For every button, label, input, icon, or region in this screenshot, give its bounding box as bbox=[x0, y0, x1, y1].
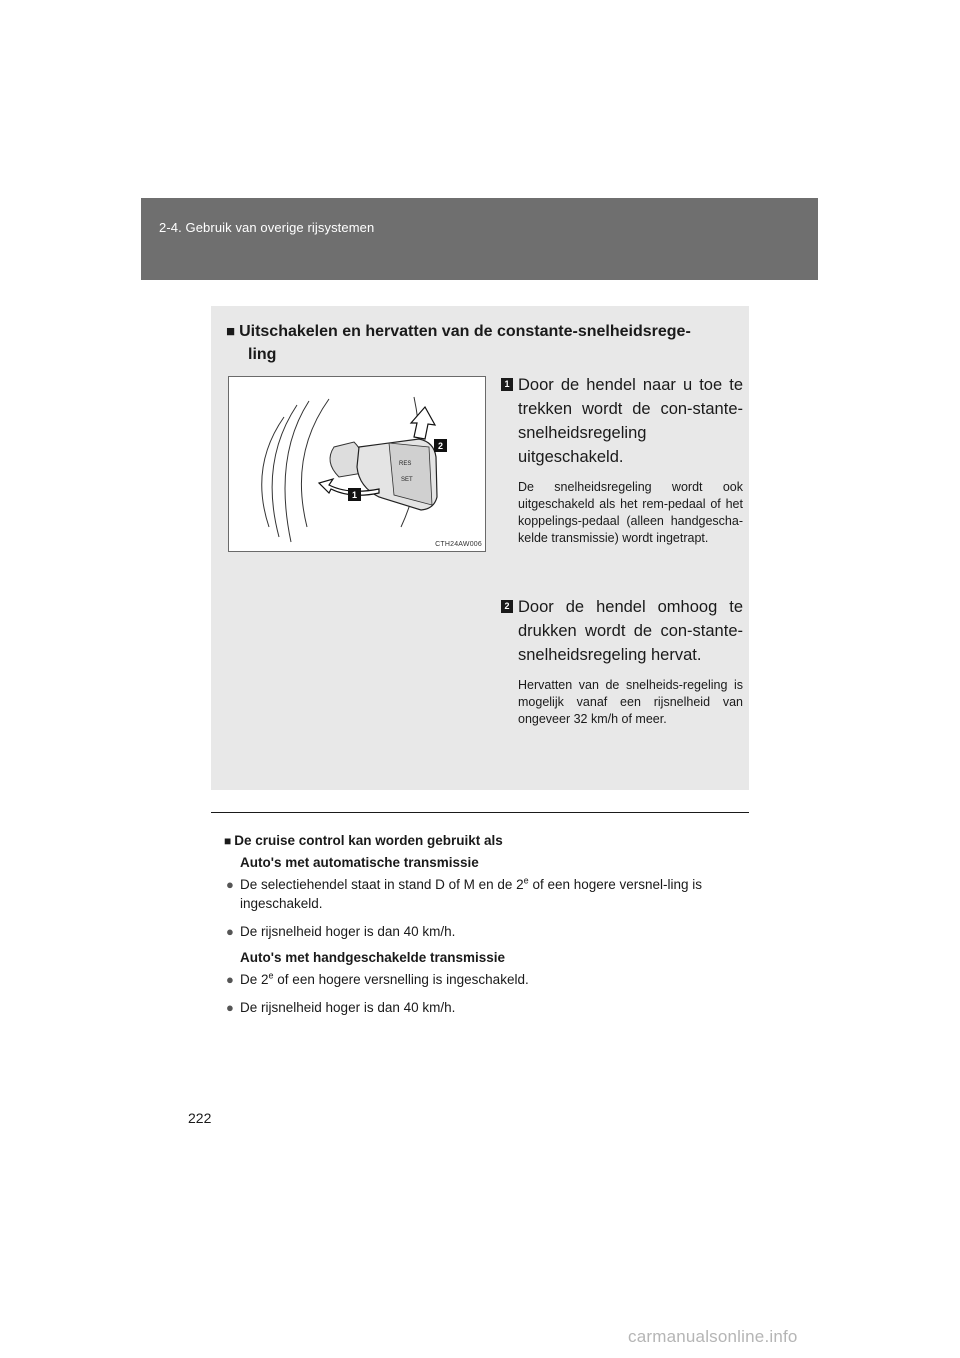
bullet-icon: ● bbox=[226, 972, 234, 987]
superscript: e bbox=[523, 875, 529, 886]
text-part: De selectiehendel staat in stand D of M en de 2 bbox=[240, 877, 524, 892]
step-number-badge: 2 bbox=[501, 600, 513, 613]
svg-text:2: 2 bbox=[437, 441, 444, 451]
list-item bbox=[226, 970, 746, 989]
step-1 bbox=[499, 373, 743, 547]
page-number: 222 bbox=[188, 1110, 212, 1126]
list-item bbox=[226, 875, 746, 913]
bullet-icon: ● bbox=[226, 924, 234, 939]
box-heading-line2: ling bbox=[248, 346, 277, 363]
bullet-icon: ● bbox=[226, 877, 234, 892]
figure-code: CTH24AW006 bbox=[435, 541, 482, 548]
heading-square-marker: ■ bbox=[226, 323, 236, 340]
watermark-link[interactable]: carmanualsonline.info bbox=[628, 1327, 798, 1346]
text-part: of een hogere versnelling is ingeschakeld. bbox=[273, 972, 529, 987]
superscript: e bbox=[268, 970, 274, 981]
step-2 bbox=[499, 595, 743, 728]
svg-text:1: 1 bbox=[351, 490, 358, 500]
list-item-text bbox=[240, 970, 746, 989]
section-title: 2-4. Gebruik van overige rijsystemen bbox=[159, 220, 375, 235]
step-2-text: Door de hendel omhoog te drukken wordt de con-stante-snelheidsregeling hervat. bbox=[518, 598, 743, 664]
section-header-bar bbox=[141, 198, 818, 280]
divider bbox=[211, 812, 749, 813]
bullet-icon: ● bbox=[226, 1000, 234, 1015]
notes-heading-text: De cruise control kan worden gebruikt als bbox=[234, 833, 503, 848]
box-heading bbox=[226, 320, 741, 366]
manual-transmission-heading: Auto's met handgeschakelde transmissie bbox=[240, 950, 506, 965]
notes-heading bbox=[224, 831, 503, 851]
info-box bbox=[211, 306, 749, 790]
notes-square-marker: ■ bbox=[224, 834, 232, 848]
list-item bbox=[226, 922, 746, 941]
step-2-note: Hervatten van de snelheids-regeling is mogelijk vanaf een rijsnelheid van ongeveer 32 km/h of meer. bbox=[518, 678, 743, 726]
list-item-text bbox=[240, 875, 746, 913]
box-heading-line1: Uitschakelen en hervatten van de constante-snelheidsrege- bbox=[239, 323, 691, 340]
lever-illustration bbox=[228, 376, 486, 552]
cruise-lever-drawing bbox=[229, 377, 485, 551]
auto-transmission-heading: Auto's met automatische transmissie bbox=[240, 855, 479, 870]
list-item-text: De rijsnelheid hoger is dan 40 km/h. bbox=[240, 924, 456, 939]
step-number-badge: 1 bbox=[501, 378, 513, 391]
step-1-text: Door de hendel naar u toe te trekken wordt de con-stante-snelheidsregeling uitgeschakeld. bbox=[518, 376, 743, 466]
text-part: De 2 bbox=[240, 972, 269, 987]
list-item bbox=[226, 998, 746, 1017]
list-item-text: De rijsnelheid hoger is dan 40 km/h. bbox=[240, 1000, 456, 1015]
step-1-note: De snelheidsregeling wordt ook uitgeschakeld als het rem-pedaal of het koppelings-pedaal (alleen handgescha-kelde transmissie) wordt ingetrapt. bbox=[518, 480, 743, 545]
svg-text:SET: SET bbox=[401, 477, 413, 483]
svg-text:RES: RES bbox=[399, 461, 412, 467]
text-part: of een hogere versnel-ling is ingeschakeld. bbox=[240, 877, 703, 911]
